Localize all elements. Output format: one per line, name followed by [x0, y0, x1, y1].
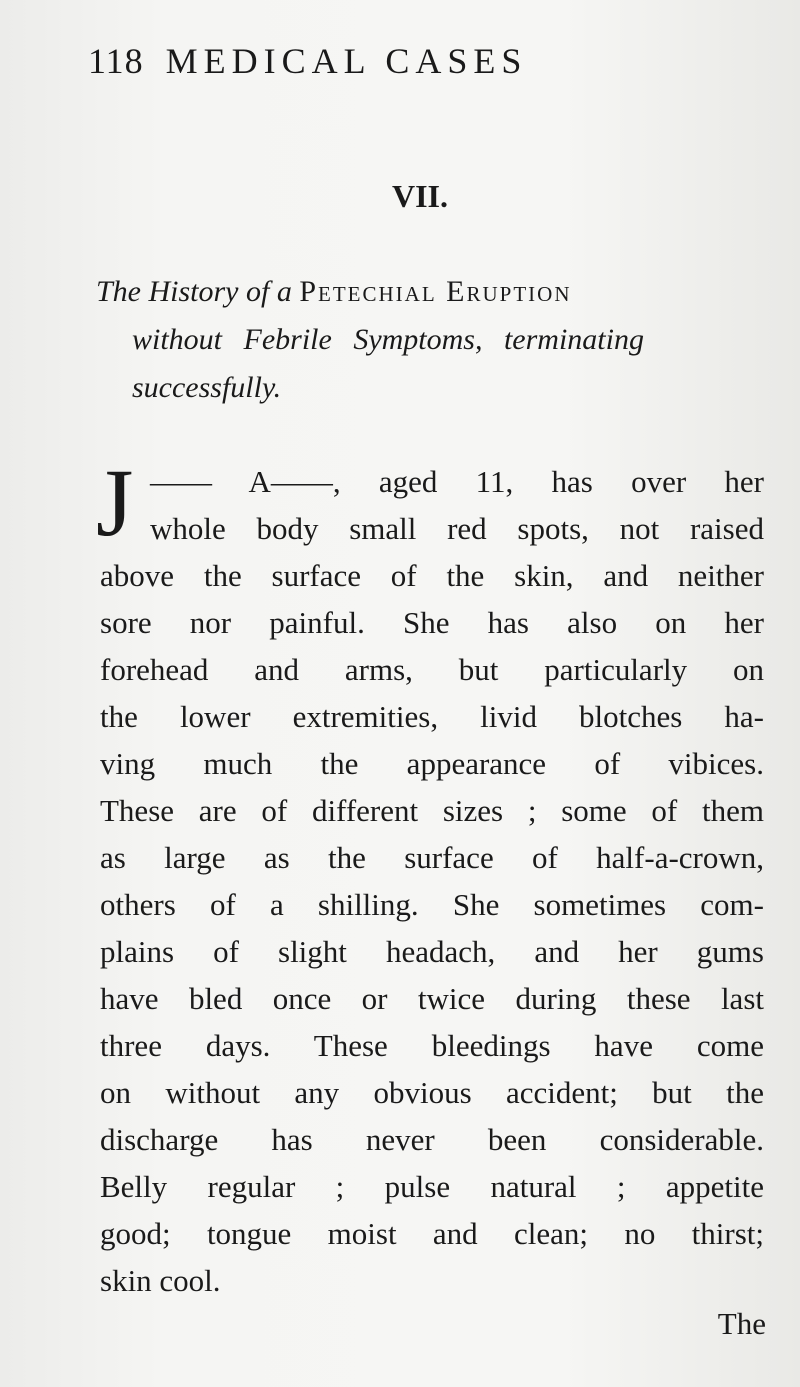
case-title-smallcaps: Petechial Eruption — [299, 275, 572, 308]
body-line: Belly regular ; pulse natural ; appetite — [100, 1169, 764, 1204]
case-title-prefix: The History of a — [96, 275, 292, 308]
body-line: good; tongue moist and clean; no thirst; — [100, 1216, 764, 1251]
body-line: ving much the appearance of vibices. — [100, 746, 764, 781]
body-line: as large as the surface of half-a-crown, — [100, 840, 764, 875]
running-title: MEDICAL CASES — [165, 41, 528, 81]
body-line: the lower extremities, livid blotches ha- — [100, 699, 764, 734]
body-line: forehead and arms, but particularly on — [100, 652, 764, 687]
running-head — [88, 40, 527, 82]
body-paragraph — [100, 458, 764, 1304]
case-title-line-1 — [96, 268, 756, 316]
body-line: whole body small red spots, not raised — [150, 511, 764, 546]
body-line: others of a shilling. She sometimes com- — [100, 887, 764, 922]
body-line: above the surface of the skin, and neither — [100, 558, 764, 593]
section-number: VII. — [391, 178, 448, 214]
body-line: sore nor painful. She has also on her — [100, 605, 764, 640]
catchword: The — [717, 1306, 766, 1341]
case-title-line-2: without Febrile Symptoms, terminating — [132, 323, 644, 356]
drop-cap: J — [96, 449, 134, 556]
body-line: have bled once or twice during these last — [100, 981, 764, 1016]
body-line: three days. These bleedings have come — [100, 1028, 764, 1063]
body-line: on without any obvious accident; but the — [100, 1075, 764, 1110]
case-title-line-3: successfully. — [132, 371, 282, 404]
body-line: skin cool. — [100, 1263, 221, 1298]
body-line: discharge has never been considerable. — [100, 1122, 764, 1157]
body-line: —— A——, aged 11, has over her — [150, 464, 764, 499]
body-line: plains of slight headach, and her gums — [100, 934, 764, 969]
body-line: These are of different sizes ; some of them — [100, 793, 764, 828]
case-title — [96, 268, 756, 412]
page-number: 118 — [88, 41, 144, 81]
